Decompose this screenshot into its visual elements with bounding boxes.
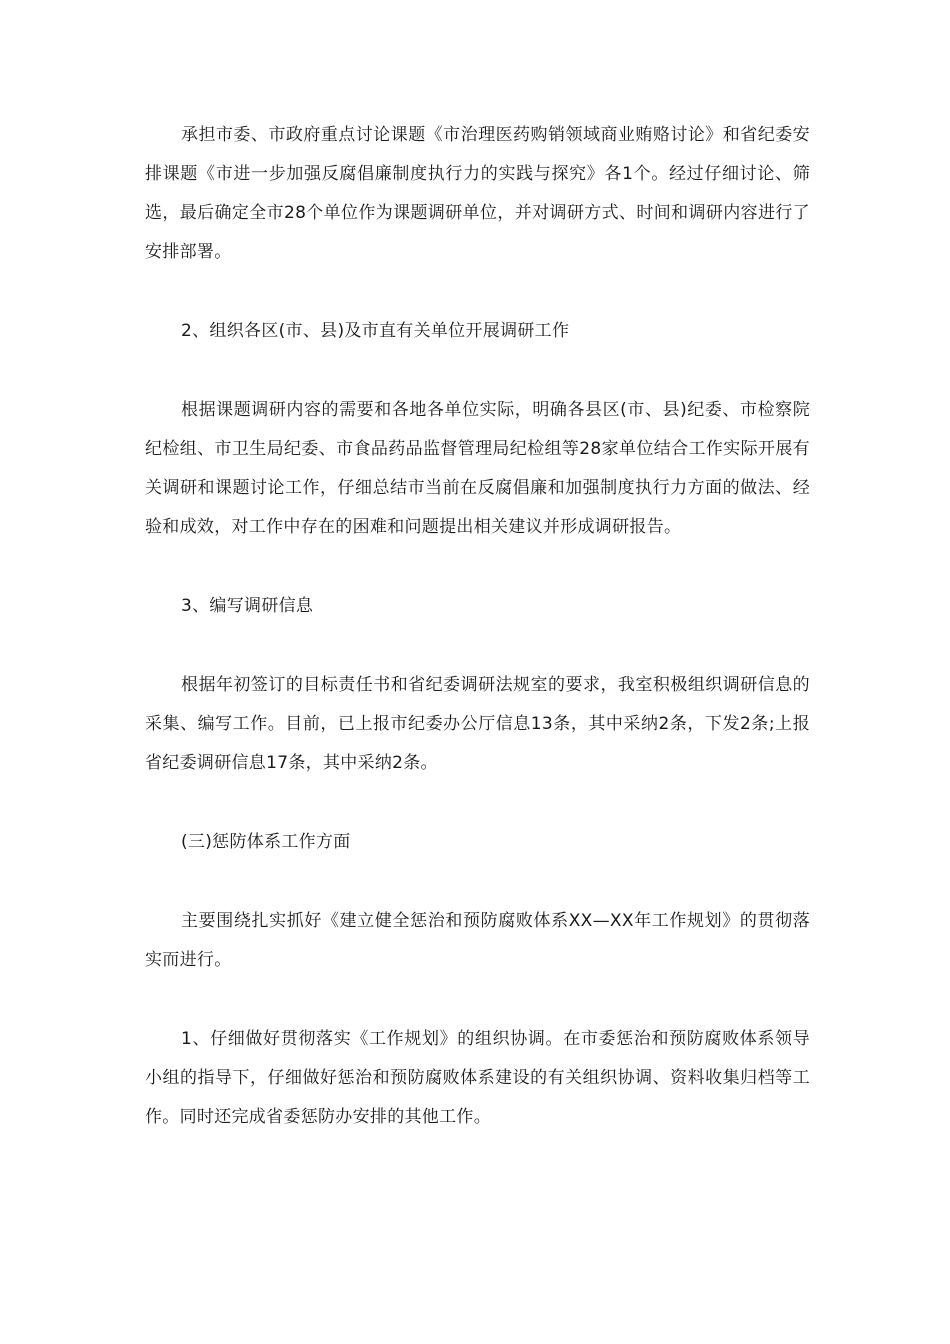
paragraph-info-stats: 根据年初签订的目标责任书和省纪委调研法规室的要求，我室积极组织调研信息的采集、编写工作。目前，已上报市纪委办公厅信息13条，其中采纳2条，下发2条;上报省纪委调研信息17条，其中采纳2条。 (145, 675, 810, 773)
paragraph-coordination: 1、仔细做好贯彻落实《工作规划》的组织协调。在市委惩治和预防腐败体系领导小组的指导下，仔细做好惩治和预防腐败体系建设的有关组织协调、资料收集归档等工作。同时还完成省委惩防办安排的其他工作。 (145, 1029, 810, 1127)
paragraph-research-topics: 承担市委、市政府重点讨论课题《市治理医药购销领域商业贿赂讨论》和省纪委安排课题《市进一步加强反腐倡廉制度执行力的实践与探究》各1个。经过仔细讨论、筛选，最后确定全市28个单位作为课题调研单位，并对调研方式、时间和调研内容进行了安排部署。 (145, 125, 810, 262)
heading-write-info: 3、编写调研信息 (181, 596, 314, 616)
document-body (145, 116, 810, 1137)
paragraph-spacer (145, 547, 810, 587)
paragraph-spacer (145, 351, 810, 391)
paragraph-spacer (145, 862, 810, 902)
paragraph-spacer (145, 272, 810, 312)
paragraph-spacer (145, 626, 810, 666)
paragraph-spacer (145, 783, 810, 823)
paragraph-spacer (145, 980, 810, 1020)
heading-organize-research: 2、组织各区(市、县)及市直有关单位开展调研工作 (181, 321, 570, 341)
paragraph-work-plan: 主要围绕扎实抓好《建立健全惩治和预防腐败体系XX—XX年工作规划》的贯彻落实而进行。 (145, 911, 810, 970)
paragraph-research-units: 根据课题调研内容的需要和各地各单位实际，明确各县区(市、县)纪委、市检察院纪检组、市卫生局纪委、市食品药品监督管理局纪检组等28家单位结合工作实际开展有关调研和课题讨论工作，仔细总结市当前在反腐倡廉和加强制度执行力方面的做法、经验和成效，对工作中存在的困难和问题提出相关建议并形成调研报告。 (145, 400, 810, 537)
heading-prevention-system: (三)惩防体系工作方面 (181, 832, 351, 852)
